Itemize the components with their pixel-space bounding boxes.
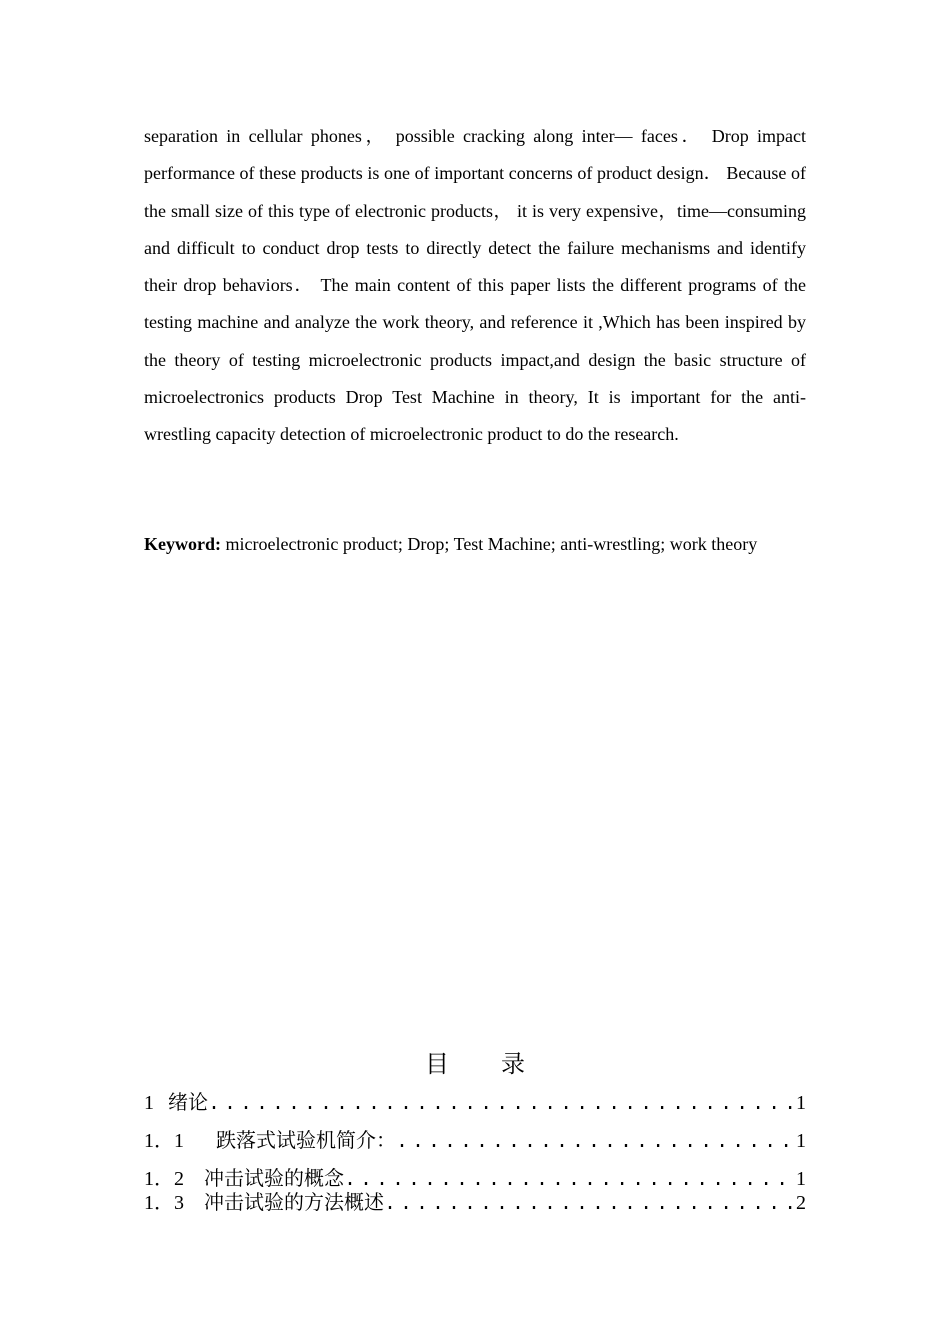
toc-entry-label: 绪论 (168, 1090, 208, 1114)
toc-title-left: 目 (425, 1050, 449, 1078)
toc-entry-label: 冲击试验的方法概述 (204, 1190, 384, 1214)
abstract-paragraph: separation in cellular phones， possible cracking along inter— faces． Drop impact performance of these products is one of important concerns of product design． Because of the small size of this type of electronic products， it is very expensive，time—consuming and difficult to conduct drop tests to directly detect the failure mechanisms and identify their drop behaviors． The main content of this paper lists the different programs of the testing machine and analyze the work theory, and reference it ,Which has been inspired by the theory of testing microelectronic products impact,and design the basic structure of microelectronics products Drop Test Machine in theory, It is important for the anti-wrestling capacity detection of microelectronic product to do the research. (144, 126, 806, 445)
toc-entry-label: 跌落式试验机简介： (216, 1128, 396, 1152)
toc-entry[interactable] (144, 1088, 806, 1119)
keywords-text: microelectronic product; Drop; Test Machine; anti-wrestling; work theory (220, 534, 758, 554)
toc-dot-leader (396, 1129, 794, 1157)
toc-entry-page: 1 (796, 1092, 806, 1114)
toc-dot-leader (208, 1091, 794, 1119)
toc-dot-leader (384, 1191, 794, 1219)
toc-title (0, 1046, 950, 1082)
toc-entry-page: 1 (796, 1130, 806, 1152)
toc-entry-page: 1 (796, 1168, 806, 1190)
toc-entry-number: 1．3 (144, 1192, 184, 1214)
toc-entry-label: 冲击试验的概念 (204, 1166, 344, 1190)
keywords-line (144, 530, 824, 558)
toc-title-right: 录 (501, 1050, 525, 1078)
toc-entry-number: 1 (144, 1092, 154, 1114)
keywords-label: Keyword: (144, 534, 221, 554)
toc-entry-number: 1．1 (144, 1130, 184, 1152)
toc-entry[interactable] (144, 1188, 806, 1219)
toc-entry[interactable] (144, 1126, 806, 1157)
toc-entry-number: 1．2 (144, 1168, 184, 1190)
toc-entry-page: 2 (796, 1192, 806, 1214)
